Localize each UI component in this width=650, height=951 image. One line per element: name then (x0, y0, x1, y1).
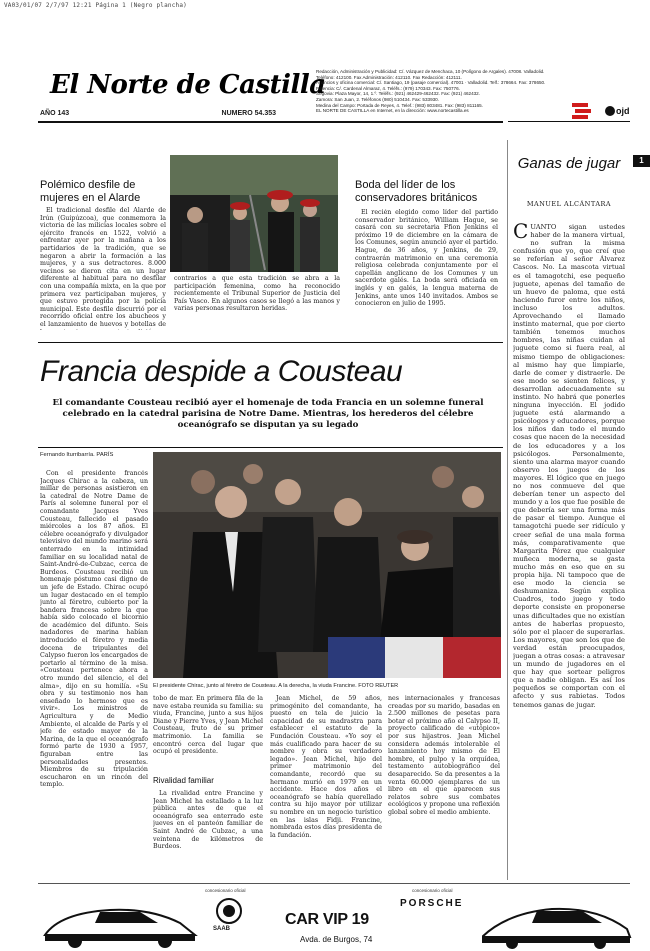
main-story-col2: tobo de mar. En primera fila de la nave estaba reunida su familia: su viuda, Francine, junto a sus hijos Diane y Pierre Yves, y Jean Michel Cousteau, fruto de su primer matrimonio. La familia se encontró cerca del lugar que ocupó el presidente. (153, 695, 263, 756)
right-story-title: Boda del líder de los conservadores británicos (355, 179, 478, 204)
left-story-body-col1: El tradicional desfile del Alarde de Irún (Guipúzcoa), que conmemora la victoria de las milicias locales sobre el ejército francés en 1522, volvió a enfrentar ayer por la mañana a los partidarios de la tradición, que se negaron a abrir la formación a las mujeres, y a sus detractores. 8.000 vecinos se dieron cita en un lugar diferente al habitual para no desfilar con una compañía mixta, en la que por primera vez participaban mujeres, y que estuvo protegida por la policía municipal. Este desfile discurrió por el recorrido oficial entre los abucheos y el lanzamiento de huevos y botellas de (40, 207, 166, 328)
svg-text:ojd: ojd (616, 106, 630, 116)
main-story-col1: Con el presidente francés Jacques Chirac a la cabeza, un millar de personas asistieron en la catedral de Notre Dame de París al solemne funeral por el comandante Jacques Yves Cousteau, fallecido el pasado miércoles a los 87 años. El célebre oceanógrafo y divulgador televisivo del mundo marino será enterrado en la intimidad familiar en su localidad natal de Saint-André-de-Cubzac, cerca de Burdeos. Cousteau recibió un homenaje póstumo casi digno de un jefe de Estado. Chirac ocupó un lugar destacado en el templo junto al féretro, cubierto por la bandera francesa sobre la que había sido colocado el bicornio de académico del difunto. Seis nadadores de marina habían introducido el féretro y media docena de tripulantes del Calypso fueron los encargados de portarlo al término de la misa. «Cousteau pertenece ahora a otro mundo del silencio, el del alma», dijo en su homilía. «Su obra y su testimonio nos han enseñado lo hermoso que es vivir». Los ministros de Agricultura y de Medio Ambiente, el alcalde de París y el jefe de estado mayor de la Marina, de la que el oceanógrafo formó parte de 1930 a 1957, figuraban entre las personalidades presentes. Miembros de su tripulación escucharon en un rincón del templo. (40, 470, 148, 789)
main-story-col4: nes internacionales y francesas creadas por su marido, basadas en 2.500 millones de pesetas para botar el próximo año el Calypso II, proyecto calificado de «utópico» por sus hijastros. Jean Michel considera además intolerable el lanzamiento hoy mismo de El hombre, el pulpo y la orquídea, testamento autobiográfico del desaparecido. Se da presentes a la venta 60.000 ejemplares de un libro en el que aparecen sus relatos sobre sus combates ecológicos y propone una reflexión global sobre el medio ambiente. (388, 695, 500, 816)
funeral-photo-caption: El presidente Chirac, junto al féretro de Cousteau. A la derecha, la viuda Francine. FOTO REUTER (153, 683, 399, 689)
header-info-line: Zamora: San Juan, 2. Teléfonos (980) 510434. Fax: 533930. (316, 96, 440, 102)
masthead-rule-right (508, 121, 630, 122)
masthead-rule (38, 121, 503, 123)
dealer-name: CAR VIP 19 (285, 911, 369, 928)
issue-year: AÑO 143 (40, 110, 70, 117)
print-slug: VA03/01/07 2/7/97 12:21 Página 1 (Negro plancha) (4, 2, 187, 9)
masthead-title: El Norte de Castilla (50, 70, 326, 100)
section-rule (38, 342, 503, 343)
saab-logo-icon (214, 896, 244, 926)
main-deck: El comandante Cousteau recibió ayer el homenaje de toda Francia en un solemne funeral celebrado en la catedral parisina de Notre Dame. Mientras, los herederos del célebre oceanógrafo se disputan ya su legado (52, 398, 484, 430)
porsche-car-illustration (482, 893, 632, 949)
ad-label-porsche: concesionario oficial (412, 888, 453, 893)
header-info-line: Redacción, Administración y Publicidad: C/. Vázquez de Menchaca, 10 (Polígono de Argales). 47008. Valladolid. (316, 69, 545, 74)
saab-car-illustration (40, 895, 200, 949)
column-body: CUANTO sigan ustedes haber de la manera virtual, no sufran la misma confusión que yo, que creí que se referían al señor Álvarez Cascos. No. La mascota virtual es el tamagotchi, ese pequeño juguete, apenas del tamaño de un huevo de paloma, que está haciendo furor entre los niños, incluso los adultos. Aprovechando el llamado instinto maternal, que por cierto también tenemos muchos hombres, las niñas cuidan al juguete como si fuera real, al mismo tiempo de obligaciones: al mismo hay que limpiarle, darle de comer y distraerle. De ese modo se sienten felices, y desarrollan adecuadamente su instinto. No habrá que ponerles ninguna inyección. El jodido juguete está alarmando a psicólogos y educadores, porque los niños dan todo el mundo cosas que nacen de la necesidad de los educadores y a los psicólogos. Personalmente, siento una alarma mayor cuando observo los juegos de los mayores. El lógico que en juego no nos conmueve del que deberían tener un aspecto del mundo y a los que fue posible de que debería ser una forma más de pasar el tiempo. Aunque el tamagotchi puede ser ridículo y creer señal de una mala forma más, comparativamente que Margarita Pérez que cualquier muñeca moderna, se gasta mucho más en eso que en su propia hija. Ni tampoco que de ese modo la ciencia se deshumaniza. Según explica Cuadros, todo juego y todo deporte consiste en proponerse unas dificultades que no existían antes de haberlas propuesto, sólo por el placer de superarlas. Los mayores, que son los que de verdad están preocupados, juegan a otras cosas: a atravesar un mundo de jugadores en el que hay que sortear peligros que a nadie obligan. Es así los pequeños se comportan con el afecto y sus rabietas. Todos tenemos ganas de jugar. (513, 223, 625, 709)
main-story-col2b: La rivalidad entre Francine y Jean Michel ha estallado a la luz pública antes de que el oceanógrafo sea enterrado este jueves en el panteón familiar de Saint André de Cubzac, a una veintena de kilómetros de Burdeos. (153, 790, 263, 851)
column-title: Ganas de jugar (517, 155, 621, 172)
main-byline: Fernando Iturribarría. PARÍS (40, 452, 114, 458)
header-info-line: EL NORTE DE CASTILLA en Internet, en la dirección: www.nortecastilla.es (316, 108, 469, 114)
left-story-body-col2: contrarios a que esta tradición se abra a la participación femenina, como ha reconocido recientemente el Tribunal Superior de Justicia del País Vasco. En algunos casos se llegó a las manos y varias personas resultaron heridas. (174, 275, 340, 313)
alarde-parade-image (170, 155, 338, 272)
deck-rule (38, 447, 503, 448)
column-divider (507, 140, 508, 880)
saab-brand: SAAB (213, 926, 231, 932)
chirac-funeral-image (153, 452, 501, 678)
column-dropcap: C (513, 223, 529, 243)
dealer-address: Avda. de Burgos, 74 (300, 935, 373, 944)
left-story-title: Polémico desfile de mujeres en el Alarde (40, 179, 141, 204)
ojd-logo-icon (605, 106, 630, 116)
issue-info (40, 110, 276, 117)
vocento-logo-icon (572, 103, 591, 119)
ad-rule (38, 883, 630, 884)
header-info-line: Medina del Campo: Portada de Reyes, 4. Telef.: (983) 803481. Fax: (983) 811165. (316, 102, 484, 108)
page-number-tab: 1 (633, 155, 650, 167)
porsche-brand: PORSCHE (400, 898, 464, 909)
publisher-logos (572, 101, 632, 119)
header-info-line: Anuncios y oficina comercial: C/. Santiago, 19 (pasaje comercial). 47001 · Valladolid. Telf.: 378664. Fax: 378650. (316, 80, 546, 86)
issue-number: NUMERO 54.353 (221, 110, 276, 117)
header-info-line: Segovia: Plaza Mayor, 14, 1.º. Teléfs.: (921) 462429-462432. Fax: (921) 462432. (316, 91, 481, 97)
alarde-photo (170, 155, 338, 272)
right-story-body: El recién elegido como líder del partido conservador británico, William Hague, se casará con su secretaria Ffion Jenkins el próximo 19 de diciembre en la cámara de los Comunes, según anunció ayer el partido. Hague, de 36 años, y Jenkins, de 29, contraerán matrimonio en una ceremonia religiosa celebrada conjuntamente por el capellán anglicano de los Comunes y un sacerdote galés. La boda será oficiada en inglés y en galés, la lengua materna de Jenkins, ante unos 140 invitados. Ambos se conocieron en julio de 1995. (355, 209, 498, 308)
main-headline: Francia despide a Cousteau (40, 355, 403, 388)
header-contact-info (316, 69, 596, 114)
header-info-line: Teléfono: 412100. Fax Administración: 412110. Fax Redacción: 412111. (316, 74, 462, 80)
column-author: MANUEL ALCÁNTARA (526, 200, 612, 208)
main-story-col3: Jean Michel, de 59 años, primogénito del comandante, ha puesto en tela de juicio la capacidad de su madrastra para establecer el estatuto de la Fundación Cousteau. «Yo soy el más cualificado para hacer de su nombre y obra su verdadero legado». Jean Michel, hijo del primer matrimonio del comandante, recordó que su hermano murió en 1979 en un accidente. Hace dos años el oceanógrafo se había querellado contra su hijo mayor por utilizar su nombre en un negocio turístico en las islas Fidji. Francine, nombrada estos días presidenta de la fundación. (270, 695, 382, 839)
ad-label-saab: concesionario oficial (205, 888, 246, 893)
main-subhead: Rivalidad familiar (153, 776, 214, 785)
funeral-photo (153, 452, 501, 678)
header-info-line: Palencia: C/. Cardenal Almaraz, 4. Teléfs.: (979) 170343. Fax: 750776. (316, 85, 460, 91)
